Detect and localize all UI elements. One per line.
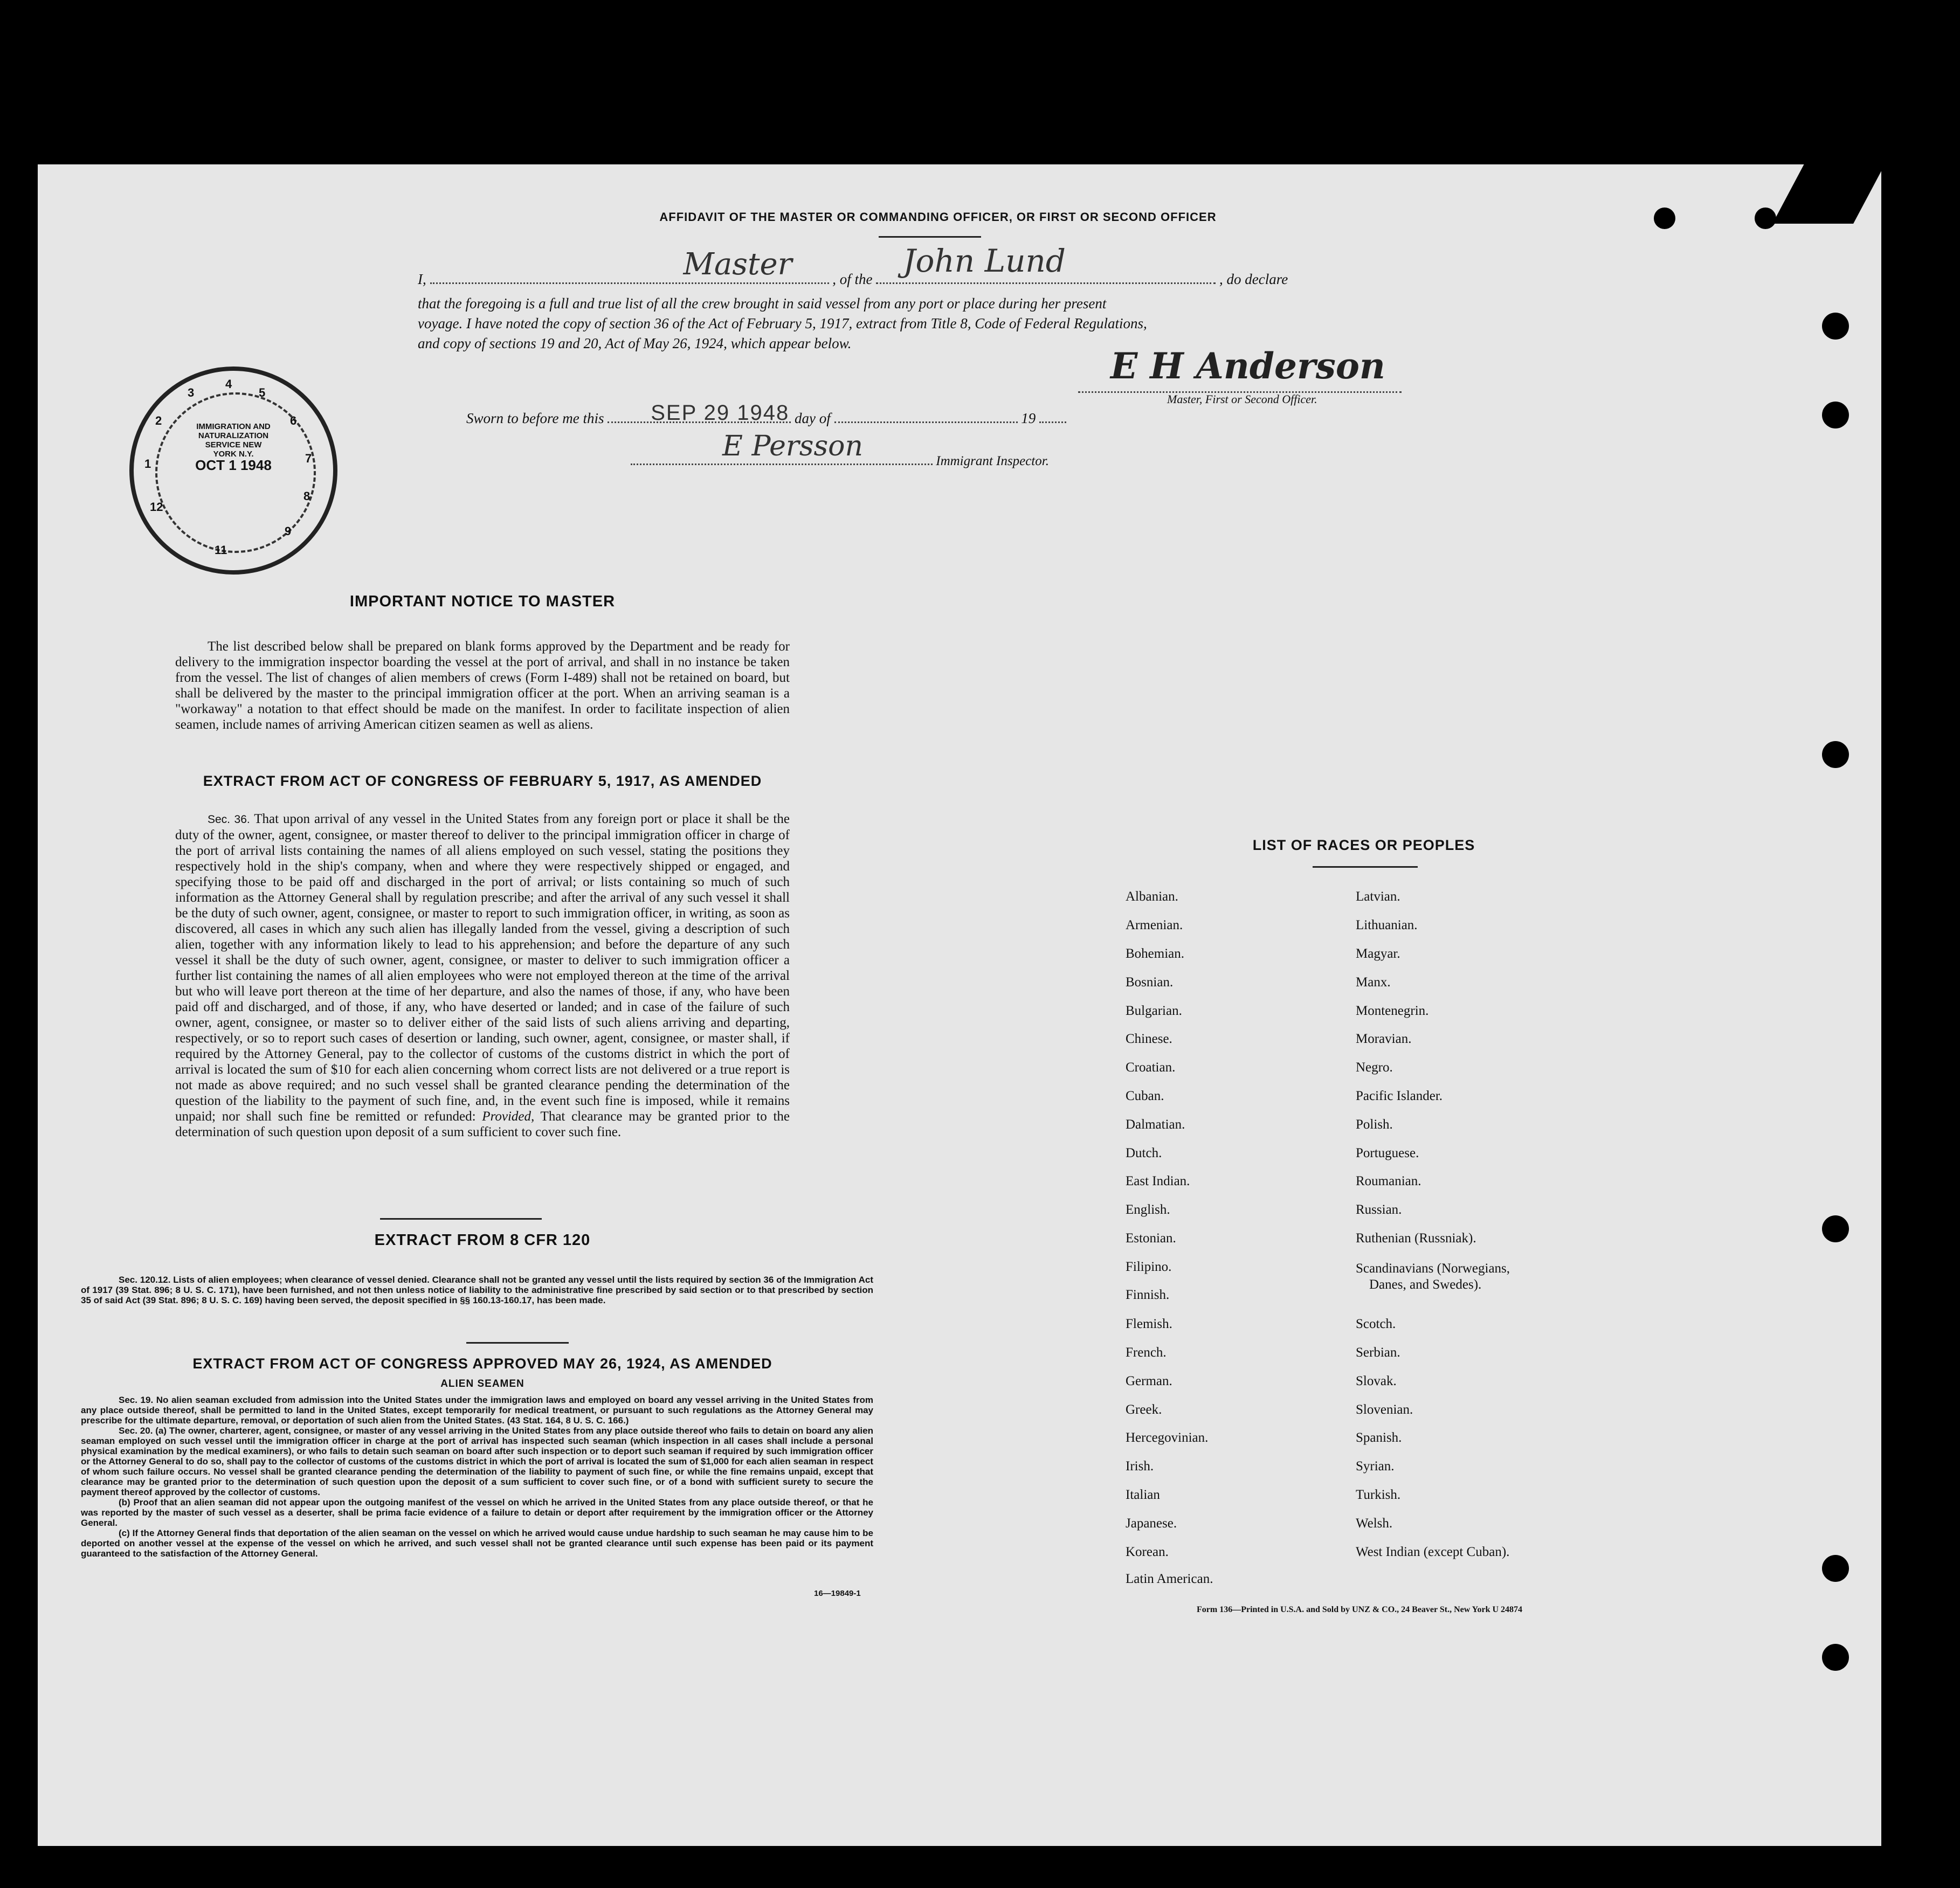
race-item: Italian [1126, 1488, 1160, 1502]
punch-hole [1755, 208, 1776, 229]
race-item: Slovak. [1356, 1374, 1397, 1388]
sec36-text: That upon arrival of any vessel in the United States from any foreign port or place it shall be the duty of the owner, agent, consignee, or master thereof to deliver to the principal immigration officer in charge of the port of arrival lists containing the names of all aliens employed on such vessel, stating the positions they respectively hold in the ship's company, when and where they were respectively shipped or engaged, and specifying those to be paid off and discharged in the port of arrival; or lists containing so much of such information as the Attorney General shall by regulation prescribe; and after the arrival of any such vessel it shall be the duty of such owner, agent, consignee, or master to report to such immigration officer, in writing, as soon as discovered, all cases in which any such alien has illegally landed from the vessel, giving a description of such alien, together with any information likely to lead to his apprehension; and before the departure of any such vessel it shall be the duty of such owner, agent, consignee, or master to deliver to such immigration officer a further list containing the names of all alien employees who were not employed thereon at the time of the arrival but who will leave port thereon at the time of her departure, and also the names of those, if any, who have been paid off and discharged, and of those, if any, who have deserted or landed; and in case of the failure of such owner, agent, consignee, or master so to deliver either of the said lists of such aliens arriving and departing, respectively, or so to report such cases of desertion or landing, such owner, agent, consignee, or master shall, if required by the Attorney General, pay to the collector of customs of the customs district in which the port of arrival is located the sum of $10 for each alien concerning whom correct lists are not delivered or a true report is not made as above required; and no such vessel shall be granted clearance pending the determination of the question of the liability to the payment of such fine, and, in the event such fine is imposed, while it remains unpaid; nor shall such fine be remitted or refunded: [175, 812, 790, 1124]
race-item: Lithuanian. [1356, 918, 1418, 932]
race-item: Scotch. [1356, 1317, 1396, 1331]
race-item: Roumanian. [1356, 1174, 1421, 1188]
race-item: Danes, and Swedes). [1369, 1277, 1482, 1292]
race-item: Serbian. [1356, 1345, 1400, 1360]
form-code: 16—19849-1 [814, 1589, 861, 1598]
sworn-day-field [608, 401, 791, 425]
year-label: 19 [1021, 410, 1036, 426]
immigration-stamp [129, 366, 337, 575]
signature-caption: Master, First or Second Officer. [1167, 392, 1317, 406]
inspector-caption: Immigrant Inspector. [936, 454, 1049, 468]
race-item: Bohemian. [1126, 946, 1185, 961]
stamp-number: 6 [290, 414, 297, 427]
race-item: Magyar. [1356, 946, 1400, 961]
i-label: I, [418, 271, 426, 287]
master-signature: E H Anderson [1110, 345, 1385, 387]
race-item: East Indian. [1126, 1174, 1190, 1188]
race-item: Moravian. [1356, 1032, 1412, 1046]
title-underline [879, 236, 981, 238]
sec36-label: Sec. 36. [208, 813, 250, 826]
race-item: Slovenian. [1356, 1402, 1413, 1417]
stamp-text: IMMIGRATION AND NATURALIZATION SERVICE NEW YORK N.Y. [196, 422, 271, 459]
form-note: Form 136—Printed in U.S.A. and Sold by UNZ & CO., 24 Beaver St., New York U 24874 [1197, 1605, 1523, 1614]
extract-1924-body [81, 1395, 873, 1559]
section-divider [466, 1342, 569, 1344]
sec20b-text: (b) Proof that an alien seaman did not appear upon the outgoing manifest of the vessel on which he arrived in the United States from any place outside thereof, or that he was reported by the master of such vessel as a deserter, shall be prima facie evidence of a failure to detain or deport after requirement by the immigration officer or the Attorney General. [81, 1497, 873, 1528]
stamp-number: 12 [150, 500, 163, 514]
extract-1917-title: EXTRACT FROM ACT OF CONGRESS OF FEBRUARY 5, 1917, AS AMENDED [203, 773, 762, 789]
races-title: LIST OF RACES OR PEOPLES [1252, 837, 1475, 853]
stamp-number: 8 [303, 489, 310, 503]
race-item: Scandinavians (Norwegians, [1356, 1261, 1510, 1276]
race-item: Filipino. [1126, 1260, 1172, 1274]
race-item: French. [1126, 1345, 1167, 1360]
stamp-date: OCT 1 1948 [195, 457, 272, 473]
sworn-label: Sworn to before me this [466, 410, 604, 426]
race-item: German. [1126, 1374, 1172, 1388]
race-item: Manx. [1356, 975, 1391, 990]
declaration-line-1: that the foregoing is a full and true list of all the crew brought in said vessel from any port or place during her present [418, 295, 1107, 312]
race-item: Russian. [1356, 1202, 1402, 1217]
race-item: Japanese. [1126, 1516, 1177, 1531]
stamp-number: 3 [188, 386, 195, 399]
sec20c-text: (c) If the Attorney General finds that deportation of the alien seaman on the vessel on which he arrived would cause undue hardship to such seaman he may cause him to be deported on another vessel at the expense of the vessel on which he arrived, and such vessel shall not be granted clearance until such expense has been paid or its payment guaranteed to the satisfaction of the Attorney General. [81, 1528, 873, 1559]
stamp-number: 7 [305, 452, 312, 465]
race-item: Estonian. [1126, 1231, 1176, 1246]
sworn-date-stamp: SEP 29 1948 [651, 401, 790, 425]
day-of-label: day of [795, 410, 831, 426]
punch-hole [1654, 208, 1675, 229]
race-item: Ruthenian (Russniak). [1356, 1231, 1476, 1246]
affidavit-title: AFFIDAVIT OF THE MASTER OR COMMANDING OFFICER, OR FIRST OR SECOND OFFICER [659, 210, 1217, 224]
race-item: Portuguese. [1356, 1146, 1419, 1160]
race-item: Spanish. [1356, 1430, 1402, 1445]
sec19-text: Sec. 19. No alien seaman excluded from admission into the United States under the immigration laws and employed on board any vessel arriving in the United States from any place outside thereof, shall be permitted to land in the United States, except temporarily for medical treatment, or pursuant to such regulations as the Attorney General may prescribe for the ultimate departure, removal, or deportation of such alien from the United States. (43 Stat. 164, 8 U. S. C. 166.) [81, 1395, 873, 1426]
sec20a-text: Sec. 20. (a) The owner, charterer, agent, consignee, or master of any vessel arriving in the United States from any place outside thereof who fails to detain on board any alien seaman employed on such vessel until the immigration officer in charge at the port of arrival has inspected such seaman (which inspection in all cases shall include a personal physical examination by the medical examiners), or who fails to detain such seaman on board after such inspection or to deport such seaman if required by such immigration officer or the Attorney General to do so, shall pay to the collector of customs of the customs district in which the port of arrival is located the sum of $1,000 for each alien seaman in respect of whom such failure occurs. No vessel shall be granted clearance pending the determination of the liability to payment of such fine, or while the fine remains unpaid, except that clearance may be granted prior to the determination of such question upon the deposit of a sum sufficient to cover such fine, or of a bond with sufficient surety to secure the payment thereof approved by the collector of customs. [81, 1426, 873, 1497]
vessel-handwritten: John Lund [903, 243, 1066, 279]
sworn-year-field [1039, 409, 1066, 423]
inspector-line [631, 430, 1049, 469]
do-declare-label: , do declare [1219, 271, 1288, 287]
section-divider [380, 1218, 542, 1220]
inspector-signature: E Persson [722, 430, 863, 462]
race-item: Hercegovinian. [1126, 1430, 1209, 1445]
extract-1924-subtitle: ALIEN SEAMEN [440, 1378, 524, 1389]
race-item: West Indian (except Cuban). [1356, 1545, 1510, 1559]
race-item: Polish. [1356, 1117, 1393, 1132]
of-the-label: , of the [832, 271, 873, 287]
stamp-number: 1 [144, 457, 151, 471]
race-item: Latin American. [1126, 1572, 1213, 1586]
stamp-number: 9 [285, 524, 292, 538]
stamp-number: 4 [225, 377, 232, 391]
race-item: Armenian. [1126, 918, 1183, 932]
race-item: Irish. [1126, 1459, 1154, 1474]
sec36-text-end: That clearance may be granted prior to the determination of such question upon deposit of a sum sufficient to cover such fine. [175, 1109, 790, 1139]
race-item: Welsh. [1356, 1516, 1393, 1531]
extract-cfr-title: EXTRACT FROM 8 CFR 120 [374, 1232, 591, 1249]
punch-hole [1822, 1644, 1849, 1671]
master-field [430, 247, 829, 284]
race-item: Dutch. [1126, 1146, 1162, 1160]
notice-body: The list described below shall be prepared on blank forms approved by the Department and be ready for delivery to the immigration inspector boarding the vessel at the port of arrival, and shall in no instance be taken from the vessel. The list of changes of alien members of crews (Form I-489) shall not be retained on board, but shall be delivered by the master to the principal immigration officer at the port. When an arriving seaman is a "workaway" a notation to that effect should be made on the manifest. In order to facilitate inspection of alien seamen, include names of arriving American citizen seamen as well as aliens. [175, 639, 790, 732]
race-item: Bulgarian. [1126, 1004, 1182, 1018]
race-item: Croatian. [1126, 1060, 1176, 1075]
race-item: Turkish. [1356, 1488, 1401, 1502]
race-item: Chinese. [1126, 1032, 1172, 1046]
notice-title: IMPORTANT NOTICE TO MASTER [349, 593, 616, 610]
declaration-line-2: voyage. I have noted the copy of section 36 of the Act of February 5, 1917, extract from Title 8, Code of Federal Regulations, [418, 315, 1147, 331]
extract-1917-body [175, 811, 790, 1140]
punch-hole [1822, 402, 1849, 428]
race-item: Syrian. [1356, 1459, 1395, 1474]
extract-cfr-body: Sec. 120.12. Lists of alien employees; when clearance of vessel denied. Clearance shall not be granted any vessel until the lists required by section 36 of the Immigration Act of 1917 (39 Stat. 896; 8 U. S. C. 171), have been furnished, and not then unless notice of liability to the administrative fine prescribed by said section or to that prescribed by section 35 of said Act (39 Stat. 896; 8 U. S. C. 169) having been served, the deposit specified in §§ 160.13-160.17, has been made. [81, 1275, 873, 1305]
races-title-underline [1313, 866, 1418, 868]
race-item: Albanian. [1126, 889, 1178, 904]
race-item: Latvian. [1356, 889, 1400, 904]
master-handwritten: Master [683, 247, 792, 282]
punch-hole [1822, 1555, 1849, 1582]
race-item: Bosnian. [1126, 975, 1174, 990]
sworn-month-field [834, 409, 1018, 423]
vessel-field [876, 243, 1216, 284]
provided-label: Provided, [482, 1109, 535, 1124]
inspector-field [631, 430, 933, 465]
punch-hole [1822, 741, 1849, 768]
race-item: Greek. [1126, 1402, 1162, 1417]
affidavit-line-1 [418, 243, 1464, 288]
race-item: English. [1126, 1202, 1170, 1217]
punch-hole [1822, 1215, 1849, 1242]
race-item: Finnish. [1126, 1288, 1170, 1302]
punch-hole [1822, 313, 1849, 340]
sworn-line [466, 401, 1066, 427]
race-item: Cuban. [1126, 1089, 1164, 1103]
stamp-number: 11 [215, 543, 227, 557]
race-item: Flemish. [1126, 1317, 1172, 1331]
race-item: Korean. [1126, 1545, 1169, 1559]
stamp-number: 2 [155, 414, 162, 427]
race-item: Pacific Islander. [1356, 1089, 1443, 1103]
declaration-line-3: and copy of sections 19 and 20, Act of May 26, 1924, which appear below. [418, 335, 852, 351]
stamp-number: 5 [259, 386, 266, 399]
extract-1924-title: EXTRACT FROM ACT OF CONGRESS APPROVED MAY 26, 1924, AS AMENDED [192, 1356, 772, 1372]
race-item: Montenegrin. [1356, 1004, 1429, 1018]
race-item: Negro. [1356, 1060, 1393, 1075]
race-item: Dalmatian. [1126, 1117, 1185, 1132]
